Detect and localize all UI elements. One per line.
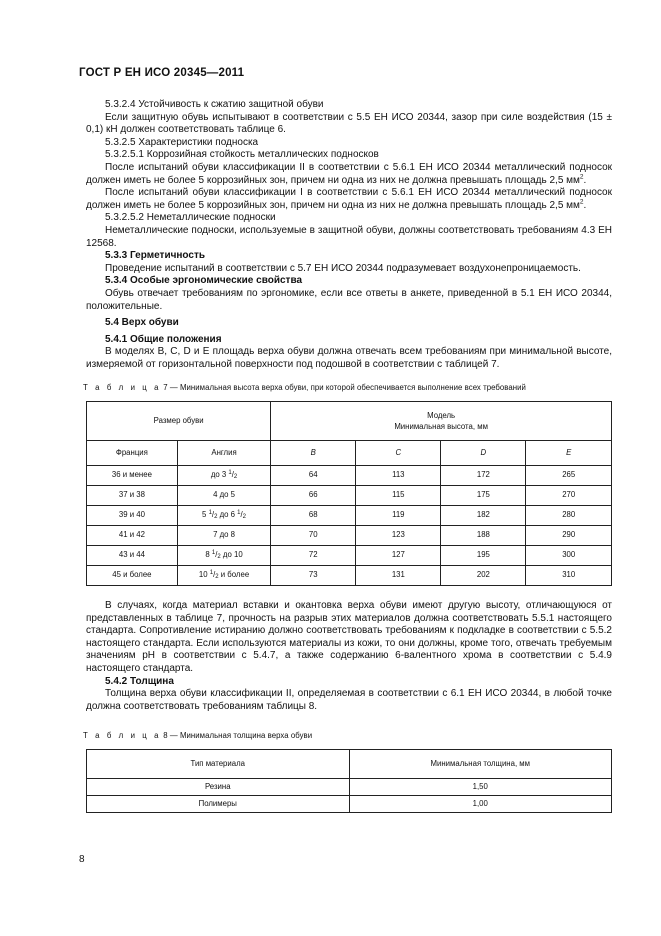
table7-row	[87, 486, 612, 506]
paragraph-text: Если защитную обувь испытывают в соответствии с 5.5 ЕН ИСО 20344, зазор при силе воздействия (15 ± 0,1) кН должен соответствовать таблице 6.	[86, 111, 612, 136]
paragraph-text: В случаях, когда материал вставки и окантовка верха обуви имеют другую высоту, отличающуюся от представленных в таблице 7, прочность на разрыв этих материалов должна соответствовать 5.5.1 настоящего стандарта. Сопротивление истиранию должно соответствовать требованиям к подкладке в соответствии с 5.5.2 настоящего стандарта. Если используются материалы из кожи, то они должны, кроме того, отвечать требуемым значениям pH в соответствии с 5.4.7, а также содержанию 6-валентного хрома в соответствии с 5.4.9 настоящего стандарта.	[86, 600, 612, 675]
table7	[86, 401, 612, 586]
table7-cell-model-c: 123	[356, 526, 441, 546]
paragraph-text: 5.4.2 Толщина	[105, 675, 174, 687]
section-heading	[86, 317, 612, 330]
table7-cell-england	[177, 526, 270, 546]
size-part: 1	[209, 570, 214, 577]
table7-header-model-d: D	[441, 441, 526, 466]
table7-cell-france: 37 и 38	[87, 486, 178, 506]
section-heading	[86, 250, 612, 263]
table7-row	[87, 506, 612, 526]
paragraph-text: 5.3.2.5 Характеристики подноска	[105, 136, 259, 148]
table7-cell-model-c: 115	[356, 486, 441, 506]
size-part: /	[213, 570, 216, 580]
table7-cell-model-e: 290	[526, 526, 612, 546]
section-heading	[86, 275, 612, 288]
table8-caption	[83, 730, 612, 743]
table8-header-type: Тип материала	[87, 750, 350, 779]
paragraph	[86, 346, 612, 371]
size-part: и более	[218, 570, 250, 580]
table8-cell-thickness: 1,00	[349, 796, 612, 813]
size-part: 1	[228, 470, 232, 477]
table8-cell-type: Резина	[87, 779, 350, 796]
size-part: 2	[217, 554, 221, 561]
table7-subheader-row	[87, 441, 612, 466]
table7-row	[87, 466, 612, 486]
table7-cell-model-d: 195	[441, 546, 526, 566]
size-part: 4 до 5	[213, 490, 235, 500]
size-part: 8	[205, 550, 212, 560]
table7-cell-model-e: 265	[526, 466, 612, 486]
table7-caption-text: 7 — Минимальная высота верха обуви, при которой обеспечивается выполнение всех требований	[161, 383, 526, 393]
paragraph-text: 5.3.4 Особые эргономические свойства	[105, 275, 303, 287]
paragraph	[86, 263, 612, 276]
table7-row	[87, 526, 612, 546]
table7-header-model-e: E	[526, 441, 612, 466]
table7-cell-model-c: 127	[356, 546, 441, 566]
table8-caption-text: 8 — Минимальная толщина верха обуви	[161, 731, 313, 741]
section-heading	[86, 334, 612, 347]
table7-cell-model-c: 131	[356, 566, 441, 586]
table7-cell-france: 45 и более	[87, 566, 178, 586]
table7-header-england: Англия	[177, 441, 270, 466]
table7-cell-england	[177, 466, 270, 486]
size-part: 1	[208, 510, 212, 517]
table8-row	[87, 796, 612, 813]
table8-body	[87, 779, 612, 813]
size-part: /	[240, 510, 243, 520]
size-part: 2	[233, 474, 238, 481]
size-part: 5	[202, 510, 209, 520]
table7-cell-england	[177, 546, 270, 566]
table8-cell-thickness: 1,50	[349, 779, 612, 796]
paragraph-text: Проведение испытаний в соответствии с 5.7 ЕН ИСО 20344 подразумевает воздухонепроницаемость.	[105, 262, 581, 274]
table7-row	[87, 546, 612, 566]
paragraph-text: Обувь отвечает требованиям по эргономике, если все ответы в анкете, приведенной в 5.1 ЕН ИСО 20344, положительные.	[86, 287, 612, 312]
document-header: ГОСТ Р ЕН ИСО 20345—2011	[79, 67, 245, 79]
size-part: до 10	[220, 550, 243, 560]
table7-cell-model-c: 113	[356, 466, 441, 486]
size-part: 1	[237, 510, 241, 517]
paragraph	[86, 149, 612, 162]
superscript: 2	[579, 198, 584, 206]
table7-cell-france: 43 и 44	[87, 546, 178, 566]
size-part: до 6	[217, 510, 238, 520]
paragraph-text: Толщина верха обуви классификации II, определяемая в соответствии с 6.1 ЕН ИСО 20344, в любой точке должна соответствовать требованиям таблицы 8.	[86, 688, 612, 712]
table7-cell-england	[177, 566, 270, 586]
superscript: 2	[579, 173, 584, 181]
paragraph	[86, 99, 612, 112]
table7-cell-model-b: 64	[271, 466, 356, 486]
paragraphs-section-b	[86, 600, 612, 713]
size-part: /	[211, 510, 215, 520]
paragraph	[86, 688, 612, 713]
table7-cell-model-e: 280	[526, 506, 612, 526]
table8-row	[87, 779, 612, 796]
size-part: 10	[198, 570, 210, 580]
table7-row	[87, 566, 612, 586]
paragraph-text: 5.3.2.4 Устойчивость к сжатию защитной обуви	[105, 99, 324, 110]
table7-cell-france: 36 и менее	[87, 466, 178, 486]
table8-header-min: Минимальная толщина, мм	[349, 750, 612, 779]
table7-cell-model-c: 119	[356, 506, 441, 526]
table7-header-model-c: C	[356, 441, 441, 466]
paragraph-text: 5.3.2.5.2 Неметаллические подноски	[105, 212, 276, 224]
paragraph-text: После испытаний обуви классификации II в соответствии с 5.6.1 ЕН ИСО 20344 металлический подносок должен иметь не более 5 коррозийных зон, причем ни одна из них не должна превышать площадь 2,5 мм	[86, 161, 612, 186]
paragraph-tail: .	[583, 199, 587, 211]
table7-label: Т а б л и ц а	[83, 383, 162, 393]
table7-cell-model-e: 270	[526, 486, 612, 506]
table7-cell-model-d: 202	[441, 566, 526, 586]
table7-header-size: Размер обуви	[87, 402, 271, 441]
paragraph	[86, 225, 612, 250]
paragraph	[86, 212, 612, 225]
table7-cell-model-d: 188	[441, 526, 526, 546]
table7-body	[87, 466, 612, 586]
paragraph-text: После испытаний обуви классификации I в соответствии с 5.6.1 ЕН ИСО 20344 металлический подносок должен иметь не более 5 коррозийных зон, причем ни одна из них не должна превышать площадь 2,5 мм	[86, 187, 612, 211]
paragraph	[86, 187, 612, 212]
paragraph-text: Неметаллические подноски, используемые в защитной обуви, должны соответствовать требованиям 4.3 ЕН 12568.	[86, 224, 612, 249]
table7-header-row	[87, 402, 612, 441]
paragraph	[86, 288, 612, 313]
table7-cell-model-b: 72	[271, 546, 356, 566]
table7-cell-model-d: 182	[441, 506, 526, 526]
table7-cell-model-b: 66	[271, 486, 356, 506]
table8-label: Т а б л и ц а	[83, 731, 162, 741]
table7-cell-england	[177, 486, 270, 506]
table7-cell-model-d: 175	[441, 486, 526, 506]
table7-header-model-b: B	[271, 441, 356, 466]
table7-cell-model-e: 310	[526, 566, 612, 586]
table7-cell-model-b: 68	[271, 506, 356, 526]
page-content	[83, 99, 612, 813]
table7-header-model	[271, 402, 612, 441]
paragraph-text: В моделях B, C, D и E площадь верха обуви должна отвечать всем требованиям при минимальной высоте, измеряемой от горизонтальной поверхности под подошвой в соответствии с таблицей 7.	[86, 346, 612, 370]
table7-header-min-height: Минимальная высота, мм	[394, 422, 488, 432]
table8	[86, 749, 612, 813]
size-part: 7 до 8	[213, 530, 235, 540]
paragraph	[86, 137, 612, 150]
section-heading	[86, 676, 612, 689]
size-part: 2	[214, 514, 218, 521]
size-part: 1	[211, 550, 216, 557]
size-part: /	[215, 550, 218, 560]
table7-cell-france: 41 и 42	[87, 526, 178, 546]
paragraphs-section-a	[86, 99, 612, 371]
size-part: 2	[242, 514, 247, 521]
size-part: до 3	[210, 470, 229, 480]
paragraph-tail: .	[583, 174, 587, 186]
paragraph-text: 5.4.1 Общие положения	[105, 333, 222, 345]
table7-cell-model-b: 73	[271, 566, 356, 586]
paragraph-text: 5.3.3 Герметичность	[105, 250, 206, 262]
table7-header-france: Франция	[87, 441, 178, 466]
table7-caption	[83, 382, 612, 395]
table7-cell-model-b: 70	[271, 526, 356, 546]
table8-header-row	[87, 750, 612, 779]
size-part: /	[231, 470, 234, 480]
paragraph-text: 5.3.2.5.1 Коррозийная стойкость металлических подносков	[105, 149, 379, 161]
paragraph	[86, 112, 612, 137]
size-part: 2	[215, 574, 219, 581]
table7-cell-model-e: 300	[526, 546, 612, 566]
paragraph	[86, 162, 612, 187]
table7-cell-model-d: 172	[441, 466, 526, 486]
page-number: 8	[79, 854, 85, 865]
table7-header-model-label: Модель	[427, 411, 456, 421]
table7-cell-france: 39 и 40	[87, 506, 178, 526]
paragraph	[86, 600, 612, 676]
paragraph-text: 5.4 Верх обуви	[105, 317, 179, 329]
table8-cell-type: Полимеры	[87, 796, 350, 813]
table7-cell-england	[177, 506, 270, 526]
